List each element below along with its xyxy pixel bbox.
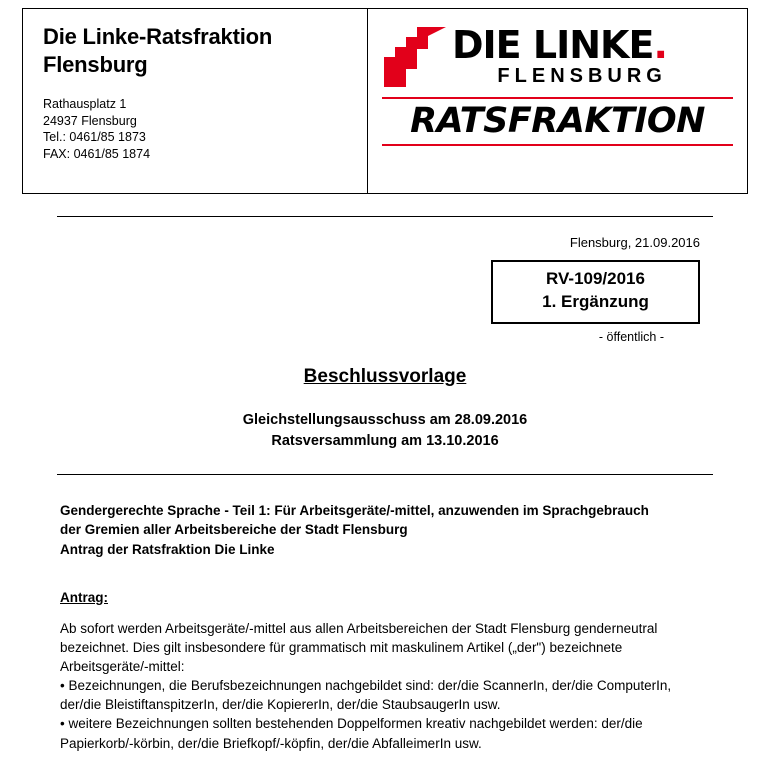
address-line-1: Rathausplatz 1 — [43, 97, 127, 111]
stair-flag-icon — [382, 27, 446, 89]
address-line-2: 24937 Flensburg — [43, 113, 137, 128]
header-divider — [57, 216, 713, 217]
subject-line-1: Gendergerechte Sprache - Teil 1: Für Arbeitsgeräte/-mittel, anzuwenden im Sprachgebrauch — [60, 502, 649, 518]
address-line-3: Tel.: 0461/85 1873 — [43, 130, 146, 145]
logo-divider-bottom — [382, 144, 733, 146]
committee-line-2: Ratsversammlung am 13.10.2016 — [271, 432, 499, 449]
supplement-label: 1. Ergänzung — [542, 291, 649, 311]
logo-divider-top — [382, 97, 733, 99]
letterhead-left — [23, 9, 368, 193]
bullet-list — [60, 676, 710, 753]
section-label-antrag: Antrag: — [60, 589, 108, 605]
logo-wordmark: DIE LINKE. — [452, 23, 667, 67]
die-linke-logo — [382, 23, 733, 191]
logo-dot: . — [653, 23, 667, 67]
visibility-label: - öffentlich - — [598, 329, 664, 344]
reference-number: RV-109/2016 — [546, 269, 645, 288]
section-divider — [57, 474, 713, 475]
list-item: • weitere Bezeichnungen sollten bestehenden Doppelformen kreativ nachgebildet werden: der/die Papierkorb/-körbin, der/die Briefkopf/-köpfin, der/die AbfalleimerIn usw. — [60, 716, 643, 751]
address-line-4: FAX: 0461/85 1874 — [43, 146, 151, 161]
document-page — [0, 8, 770, 759]
logo-top-row — [382, 23, 733, 89]
reference-box — [491, 260, 700, 324]
organization-title-line1: Die Linke-Ratsfraktion — [43, 24, 273, 49]
organization-title — [43, 23, 351, 78]
logo-city: FLENSBURG — [497, 65, 667, 88]
logo-subtitle: RATSFRAKTION — [410, 101, 705, 141]
subject-line-2: der Gremien aller Arbeitsbereiche der Stadt Flensburg — [60, 522, 408, 538]
subject-block — [60, 501, 710, 560]
document-title: Beschlussvorlage — [303, 365, 467, 387]
letterhead-right — [368, 9, 747, 193]
place-date: Flensburg, 21.09.2016 — [569, 235, 700, 250]
organization-title-line2: Flensburg — [43, 51, 148, 77]
committee-block — [22, 410, 748, 452]
subject-line-3: Antrag der Ratsfraktion Die Linke — [60, 542, 275, 558]
body-paragraph: Ab sofort werden Arbeitsgeräte/-mittel aus allen Arbeitsbereichen der Stadt Flensburg genderneutral bezeichnet. Dies gilt insbesondere für grammatisch mit maskulinem Artikel („der") bezeichnete Arbeitsgeräte/-mittel: — [60, 620, 658, 674]
letterhead — [22, 8, 748, 194]
list-item: • Bezeichnungen, die Berufsbezeichnungen nachgebildet sind: der/die ScannerIn, der/die ComputerIn, der/die BleistiftanspitzerIn, der/die KopiererIn, der/die StaubsaugerIn usw. — [60, 678, 672, 713]
committee-line-1: Gleichstellungsausschuss am 28.09.2016 — [242, 411, 528, 428]
logo-wordmark-group — [446, 23, 667, 88]
address-block — [43, 96, 351, 163]
